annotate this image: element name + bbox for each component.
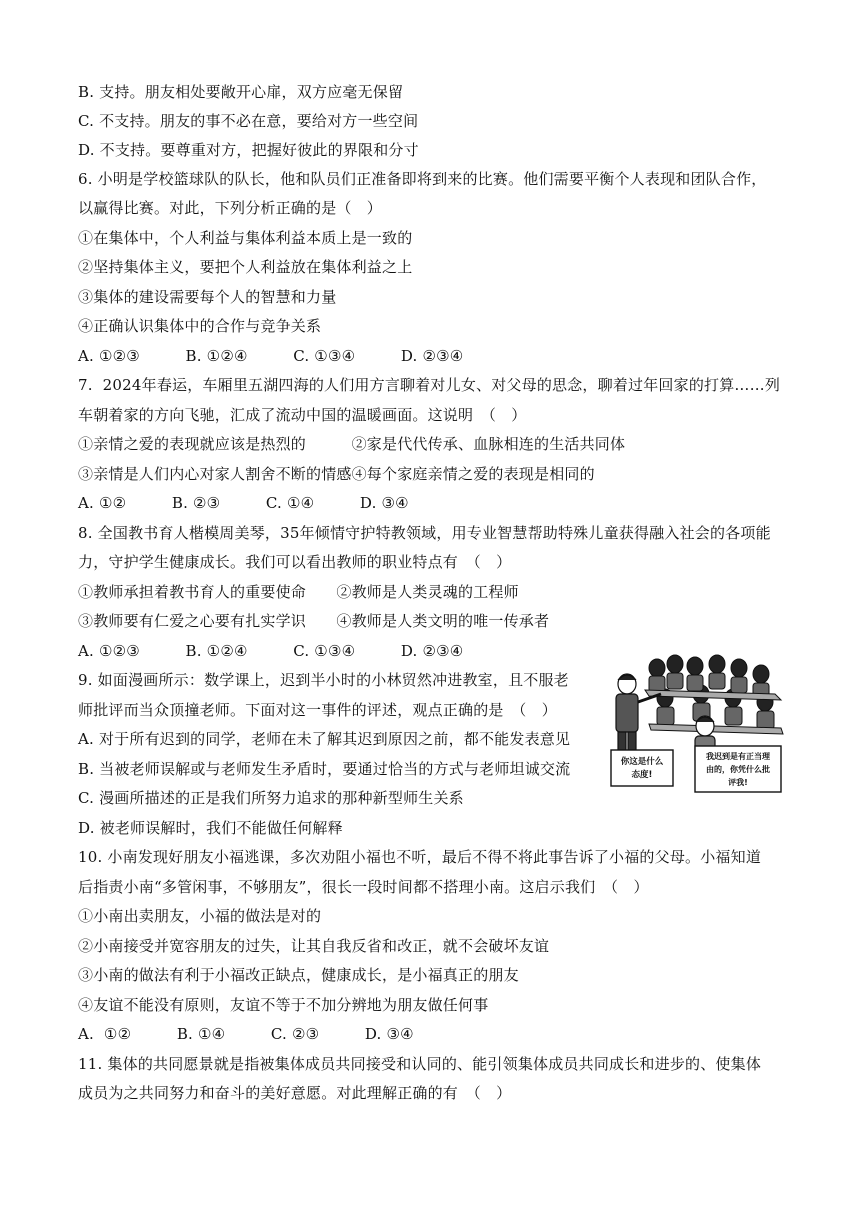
bubble-right-line-1: 我迟到是有正当理 <box>706 752 770 761</box>
question-6-statement-4: ④正确认识集体中的合作与竞争关系 <box>78 317 322 335</box>
question-8-stem-cont: 力，守护学生健康成长。我们可以看出教师的职业特点有 （ ） <box>78 553 512 571</box>
question-9-option-b: B. 当被老师误解或与老师发生矛盾时，要通过恰当的方式与老师坦诚交流 <box>78 760 571 778</box>
question-8-statements-3-4: ③教师要有仁爱之心要有扎实学识 ④教师是人类文明的唯一传承者 <box>78 612 550 630</box>
option-b-q5: B. 支持。朋友相处要敞开心扉，双方应毫无保留 <box>78 83 404 101</box>
question-9-option-a: A. 对于所有迟到的同学，老师在未了解其迟到原因之前，都不能发表意见 <box>78 730 571 748</box>
question-7-statements-1-2: ①亲情之爱的表现就应该是热烈的 ②家是代代传承、血脉相连的生活共同体 <box>78 435 626 453</box>
question-8-statements-1-2: ①教师承担着教书育人的重要使命 ②教师是人类灵魂的工程师 <box>78 583 519 601</box>
question-10-statement-4: ④友谊不能没有原则，友谊不等于不加分辨地为朋友做任何事 <box>78 996 489 1014</box>
question-6-options: A. ①②③ B. ①②④ C. ①③④ D. ②③④ <box>78 347 464 365</box>
question-8-options: A. ①②③ B. ①②④ C. ①③④ D. ②③④ <box>78 642 464 660</box>
question-6-statement-1: ①在集体中，个人利益与集体利益本质上是一致的 <box>78 229 413 247</box>
question-7-stem-cont: 车朝着家的方向飞驰，汇成了流动中国的温暖画面。这说明 （ ） <box>78 406 527 424</box>
classroom-cartoon <box>605 654 785 800</box>
question-6-stem: 6. 小明是学校篮球队的队长，他和队员们正准备即将到来的比赛。他们需要平衡个人表现和团队合作， <box>78 170 767 188</box>
question-11-stem: 11. 集体的共同愿景就是指被集体成员共同接受和认同的、能引领集体成员共同成长和进步的、使集体 <box>78 1055 762 1073</box>
question-11-stem-cont: 成员为之共同努力和奋斗的美好意愿。对此理解正确的有 （ ） <box>78 1084 512 1102</box>
bubble-right-line-3: 评我! <box>728 778 748 787</box>
question-9-option-c: C. 漫画所描述的正是我们所努力追求的那种新型师生关系 <box>78 789 464 807</box>
question-10-statement-2: ②小南接受并宽容朋友的过失，让其自我反省和改正，就不会破坏友谊 <box>78 937 550 955</box>
question-10-options: A. ①② B. ①④ C. ②③ D. ③④ <box>78 1025 414 1043</box>
question-9-stem-cont: 师批评而当众顶撞老师。下面对这一事件的评述，观点正确的是 （ ） <box>78 701 557 719</box>
question-8-stem: 8. 全国教书育人楷模周美琴，35年倾情守护特教领域，用专业智慧帮助特殊儿童获得融入社会的各项能 <box>78 524 771 542</box>
question-10-statement-3: ③小南的做法有利于小福改正缺点，健康成长，是小福真正的朋友 <box>78 966 519 984</box>
question-9-stem: 9. 如面漫画所示：数学课上，迟到半小时的小林贸然冲进教室，且不服老 <box>78 671 569 689</box>
question-7-options: A. ①② B. ②③ C. ①④ D. ③④ <box>78 494 409 512</box>
option-c-q5: C. 不支持。朋友的事不必在意，要给对方一些空间 <box>78 112 419 130</box>
question-9-option-d: D. 被老师误解时，我们不能做任何解释 <box>78 819 343 837</box>
question-6-statement-2: ②坚持集体主义，要把个人利益放在集体利益之上 <box>78 258 413 276</box>
bubble-left-line-2: 态度! <box>631 770 653 780</box>
question-10-stem-cont: 后指责小南“多管闲事，不够朋友”，很长一段时间都不搭理小南。这启示我们 （ ） <box>78 878 649 896</box>
question-10-statement-1: ①小南出卖朋友，小福的做法是对的 <box>78 907 322 925</box>
question-7-stem: 7. 2024年春运，车厢里五湖四海的人们用方言聊着对儿女、对父母的思念，聊着过年回家的打算……列 <box>78 376 781 394</box>
classroom-cartoon-drawing <box>605 654 785 800</box>
question-6-statement-3: ③集体的建设需要每个人的智慧和力量 <box>78 288 337 306</box>
option-d-q5: D. 不支持。要尊重对方，把握好彼此的界限和分寸 <box>78 141 419 159</box>
question-7-statements-3-4: ③亲情是人们内心对家人割舍不断的情感④每个家庭亲情之爱的表现是相同的 <box>78 465 595 483</box>
bubble-left-line-1: 你这是什么 <box>620 757 664 767</box>
question-6-stem-cont: 以赢得比赛。对此，下列分析正确的是（ ） <box>78 199 383 217</box>
question-10-stem: 10. 小南发现好朋友小福逃课，多次劝阻小福也不听，最后不得不将此事告诉了小福的父母。小福知道 <box>78 848 762 866</box>
bubble-right-line-2: 由的，你凭什么批 <box>706 765 770 774</box>
